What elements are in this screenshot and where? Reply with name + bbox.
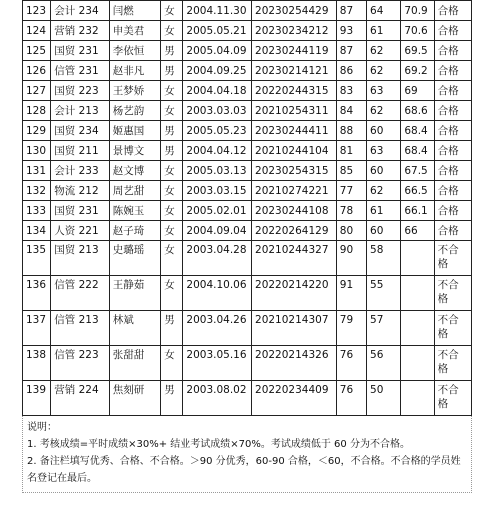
student-name-cell: 李依恒: [109, 41, 160, 61]
row-number-cell: 123: [23, 1, 51, 21]
grades-table: [22, 0, 472, 416]
student-name-cell: 张甜甜: [109, 346, 160, 381]
regular-score-cell: 79: [336, 311, 366, 346]
total-score-cell: 68.6: [401, 101, 434, 121]
student-name-cell: 王梦娇: [109, 81, 160, 101]
class-cell: 营销 224: [51, 381, 110, 416]
gender-cell: 男: [161, 381, 183, 416]
birth-date-cell: 2005.04.09: [183, 41, 252, 61]
student-name-cell: 姬惠国: [109, 121, 160, 141]
remark-cell: 不合格: [434, 276, 471, 311]
birth-date-cell: 2003.03.03: [183, 101, 252, 121]
total-score-cell: 68.4: [401, 121, 434, 141]
exam-score-cell: 60: [367, 221, 401, 241]
notes-line-2: 2. 备注栏填写优秀、合格、不合格。＞90 分优秀，60-90 合格，＜60，不合格。不合格的学员姓名登记在最后。: [27, 456, 461, 484]
table-row: [23, 41, 472, 61]
student-name-cell: 焦刻研: [109, 381, 160, 416]
grades-table-body: [23, 1, 472, 416]
total-score-cell: [401, 381, 434, 416]
remark-cell: 合格: [434, 201, 471, 221]
table-row: [23, 101, 472, 121]
student-id-cell: 20230244411: [252, 121, 337, 141]
exam-score-cell: 60: [367, 121, 401, 141]
total-score-cell: 67.5: [401, 161, 434, 181]
student-name-cell: 林斌: [109, 311, 160, 346]
student-id-cell: 20230254315: [252, 161, 337, 181]
gender-cell: 女: [161, 241, 183, 276]
class-cell: 国贸 213: [51, 241, 110, 276]
exam-score-cell: 62: [367, 61, 401, 81]
exam-score-cell: 63: [367, 141, 401, 161]
class-cell: 信管 231: [51, 61, 110, 81]
student-name-cell: 杨艺韵: [109, 101, 160, 121]
total-score-cell: 66.5: [401, 181, 434, 201]
remark-cell: 合格: [434, 81, 471, 101]
document-page: [22, 0, 472, 493]
student-name-cell: 陈婉玉: [109, 201, 160, 221]
birth-date-cell: 2005.05.21: [183, 21, 252, 41]
class-cell: 人资 221: [51, 221, 110, 241]
class-cell: 信管 223: [51, 346, 110, 381]
row-number-cell: 136: [23, 276, 51, 311]
class-cell: 信管 213: [51, 311, 110, 346]
regular-score-cell: 76: [336, 346, 366, 381]
class-cell: 营销 232: [51, 21, 110, 41]
birth-date-cell: 2004.10.06: [183, 276, 252, 311]
birth-date-cell: 2003.04.28: [183, 241, 252, 276]
exam-score-cell: 60: [367, 161, 401, 181]
table-row: [23, 1, 472, 21]
gender-cell: 男: [161, 41, 183, 61]
row-number-cell: 124: [23, 21, 51, 41]
student-id-cell: 20230244108: [252, 201, 337, 221]
regular-score-cell: 84: [336, 101, 366, 121]
regular-score-cell: 77: [336, 181, 366, 201]
class-cell: 国贸 234: [51, 121, 110, 141]
birth-date-cell: 2004.04.18: [183, 81, 252, 101]
row-number-cell: 132: [23, 181, 51, 201]
table-row: [23, 201, 472, 221]
birth-date-cell: 2003.04.26: [183, 311, 252, 346]
class-cell: 信管 222: [51, 276, 110, 311]
remark-cell: 合格: [434, 1, 471, 21]
table-row: [23, 311, 472, 346]
regular-score-cell: 85: [336, 161, 366, 181]
class-cell: 会计 233: [51, 161, 110, 181]
student-id-cell: 20230234212: [252, 21, 337, 41]
table-row: [23, 21, 472, 41]
total-score-cell: 66.1: [401, 201, 434, 221]
remark-cell: 合格: [434, 21, 471, 41]
class-cell: 会计 213: [51, 101, 110, 121]
table-row: [23, 81, 472, 101]
row-number-cell: 139: [23, 381, 51, 416]
row-number-cell: 126: [23, 61, 51, 81]
student-id-cell: 20230254429: [252, 1, 337, 21]
exam-score-cell: 55: [367, 276, 401, 311]
row-number-cell: 130: [23, 141, 51, 161]
remark-cell: 合格: [434, 161, 471, 181]
gender-cell: 女: [161, 81, 183, 101]
row-number-cell: 137: [23, 311, 51, 346]
student-name-cell: 史璐瑶: [109, 241, 160, 276]
total-score-cell: 70.6: [401, 21, 434, 41]
total-score-cell: 69: [401, 81, 434, 101]
row-number-cell: 127: [23, 81, 51, 101]
gender-cell: 女: [161, 161, 183, 181]
row-number-cell: 138: [23, 346, 51, 381]
notes-line-1: 1. 考核成绩=平时成绩×30%+ 结业考试成绩×70%。考试成绩低于 60 分为不合格。: [27, 439, 410, 450]
remark-cell: 合格: [434, 121, 471, 141]
student-id-cell: 20210254311: [252, 101, 337, 121]
regular-score-cell: 80: [336, 221, 366, 241]
class-cell: 会计 234: [51, 1, 110, 21]
total-score-cell: 66: [401, 221, 434, 241]
total-score-cell: [401, 346, 434, 381]
gender-cell: 男: [161, 121, 183, 141]
row-number-cell: 131: [23, 161, 51, 181]
exam-score-cell: 61: [367, 201, 401, 221]
gender-cell: 女: [161, 21, 183, 41]
gender-cell: 女: [161, 346, 183, 381]
birth-date-cell: 2004.09.04: [183, 221, 252, 241]
class-cell: 国贸 223: [51, 81, 110, 101]
regular-score-cell: 86: [336, 61, 366, 81]
student-name-cell: 申美君: [109, 21, 160, 41]
total-score-cell: [401, 276, 434, 311]
remark-cell: 不合格: [434, 241, 471, 276]
exam-score-cell: 61: [367, 21, 401, 41]
regular-score-cell: 81: [336, 141, 366, 161]
regular-score-cell: 88: [336, 121, 366, 141]
student-id-cell: 20220214220: [252, 276, 337, 311]
gender-cell: 男: [161, 141, 183, 161]
student-id-cell: 20220234409: [252, 381, 337, 416]
gender-cell: 女: [161, 1, 183, 21]
student-name-cell: 赵非凡: [109, 61, 160, 81]
exam-score-cell: 64: [367, 1, 401, 21]
gender-cell: 女: [161, 276, 183, 311]
remark-cell: 合格: [434, 181, 471, 201]
notes-box: [22, 416, 472, 493]
remark-cell: 不合格: [434, 311, 471, 346]
student-name-cell: 闫燃: [109, 1, 160, 21]
remark-cell: 合格: [434, 61, 471, 81]
exam-score-cell: 58: [367, 241, 401, 276]
gender-cell: 女: [161, 201, 183, 221]
birth-date-cell: 2005.05.23: [183, 121, 252, 141]
student-id-cell: 20230214121: [252, 61, 337, 81]
student-id-cell: 20230244119: [252, 41, 337, 61]
remark-cell: 合格: [434, 141, 471, 161]
class-cell: 国贸 231: [51, 201, 110, 221]
gender-cell: 男: [161, 61, 183, 81]
birth-date-cell: 2003.08.02: [183, 381, 252, 416]
birth-date-cell: 2004.04.12: [183, 141, 252, 161]
regular-score-cell: 83: [336, 81, 366, 101]
class-cell: 物流 212: [51, 181, 110, 201]
remark-cell: 合格: [434, 221, 471, 241]
row-number-cell: 128: [23, 101, 51, 121]
student-id-cell: 20210244104: [252, 141, 337, 161]
table-row: [23, 276, 472, 311]
regular-score-cell: 76: [336, 381, 366, 416]
table-row: [23, 161, 472, 181]
class-cell: 国贸 211: [51, 141, 110, 161]
remark-cell: 合格: [434, 101, 471, 121]
gender-cell: 女: [161, 101, 183, 121]
exam-score-cell: 62: [367, 181, 401, 201]
total-score-cell: [401, 311, 434, 346]
class-cell: 国贸 231: [51, 41, 110, 61]
student-name-cell: 王静茹: [109, 276, 160, 311]
exam-score-cell: 56: [367, 346, 401, 381]
total-score-cell: 68.4: [401, 141, 434, 161]
student-name-cell: 赵文博: [109, 161, 160, 181]
gender-cell: 女: [161, 221, 183, 241]
student-id-cell: 20220244315: [252, 81, 337, 101]
student-name-cell: 赵子琦: [109, 221, 160, 241]
regular-score-cell: 91: [336, 276, 366, 311]
row-number-cell: 129: [23, 121, 51, 141]
exam-score-cell: 63: [367, 81, 401, 101]
birth-date-cell: 2004.09.25: [183, 61, 252, 81]
exam-score-cell: 50: [367, 381, 401, 416]
table-row: [23, 181, 472, 201]
birth-date-cell: 2005.03.13: [183, 161, 252, 181]
student-id-cell: 20220264129: [252, 221, 337, 241]
table-row: [23, 221, 472, 241]
regular-score-cell: 87: [336, 1, 366, 21]
birth-date-cell: 2005.02.01: [183, 201, 252, 221]
gender-cell: 男: [161, 311, 183, 346]
birth-date-cell: 2003.03.15: [183, 181, 252, 201]
remark-cell: 合格: [434, 41, 471, 61]
table-row: [23, 61, 472, 81]
student-id-cell: 20210244327: [252, 241, 337, 276]
gender-cell: 女: [161, 181, 183, 201]
row-number-cell: 133: [23, 201, 51, 221]
total-score-cell: 70.9: [401, 1, 434, 21]
exam-score-cell: 62: [367, 101, 401, 121]
birth-date-cell: 2004.11.30: [183, 1, 252, 21]
table-row: [23, 381, 472, 416]
exam-score-cell: 62: [367, 41, 401, 61]
regular-score-cell: 90: [336, 241, 366, 276]
remark-cell: 不合格: [434, 346, 471, 381]
birth-date-cell: 2003.05.16: [183, 346, 252, 381]
table-row: [23, 241, 472, 276]
table-row: [23, 141, 472, 161]
regular-score-cell: 78: [336, 201, 366, 221]
student-id-cell: 20210274221: [252, 181, 337, 201]
row-number-cell: 125: [23, 41, 51, 61]
student-name-cell: 景博文: [109, 141, 160, 161]
row-number-cell: 134: [23, 221, 51, 241]
total-score-cell: 69.2: [401, 61, 434, 81]
exam-score-cell: 57: [367, 311, 401, 346]
total-score-cell: [401, 241, 434, 276]
total-score-cell: 69.5: [401, 41, 434, 61]
notes-title: 说明：: [27, 422, 57, 433]
student-id-cell: 20220214326: [252, 346, 337, 381]
student-name-cell: 周艺甜: [109, 181, 160, 201]
row-number-cell: 135: [23, 241, 51, 276]
table-row: [23, 346, 472, 381]
regular-score-cell: 93: [336, 21, 366, 41]
student-id-cell: 20210214307: [252, 311, 337, 346]
remark-cell: 不合格: [434, 381, 471, 416]
table-row: [23, 121, 472, 141]
regular-score-cell: 87: [336, 41, 366, 61]
